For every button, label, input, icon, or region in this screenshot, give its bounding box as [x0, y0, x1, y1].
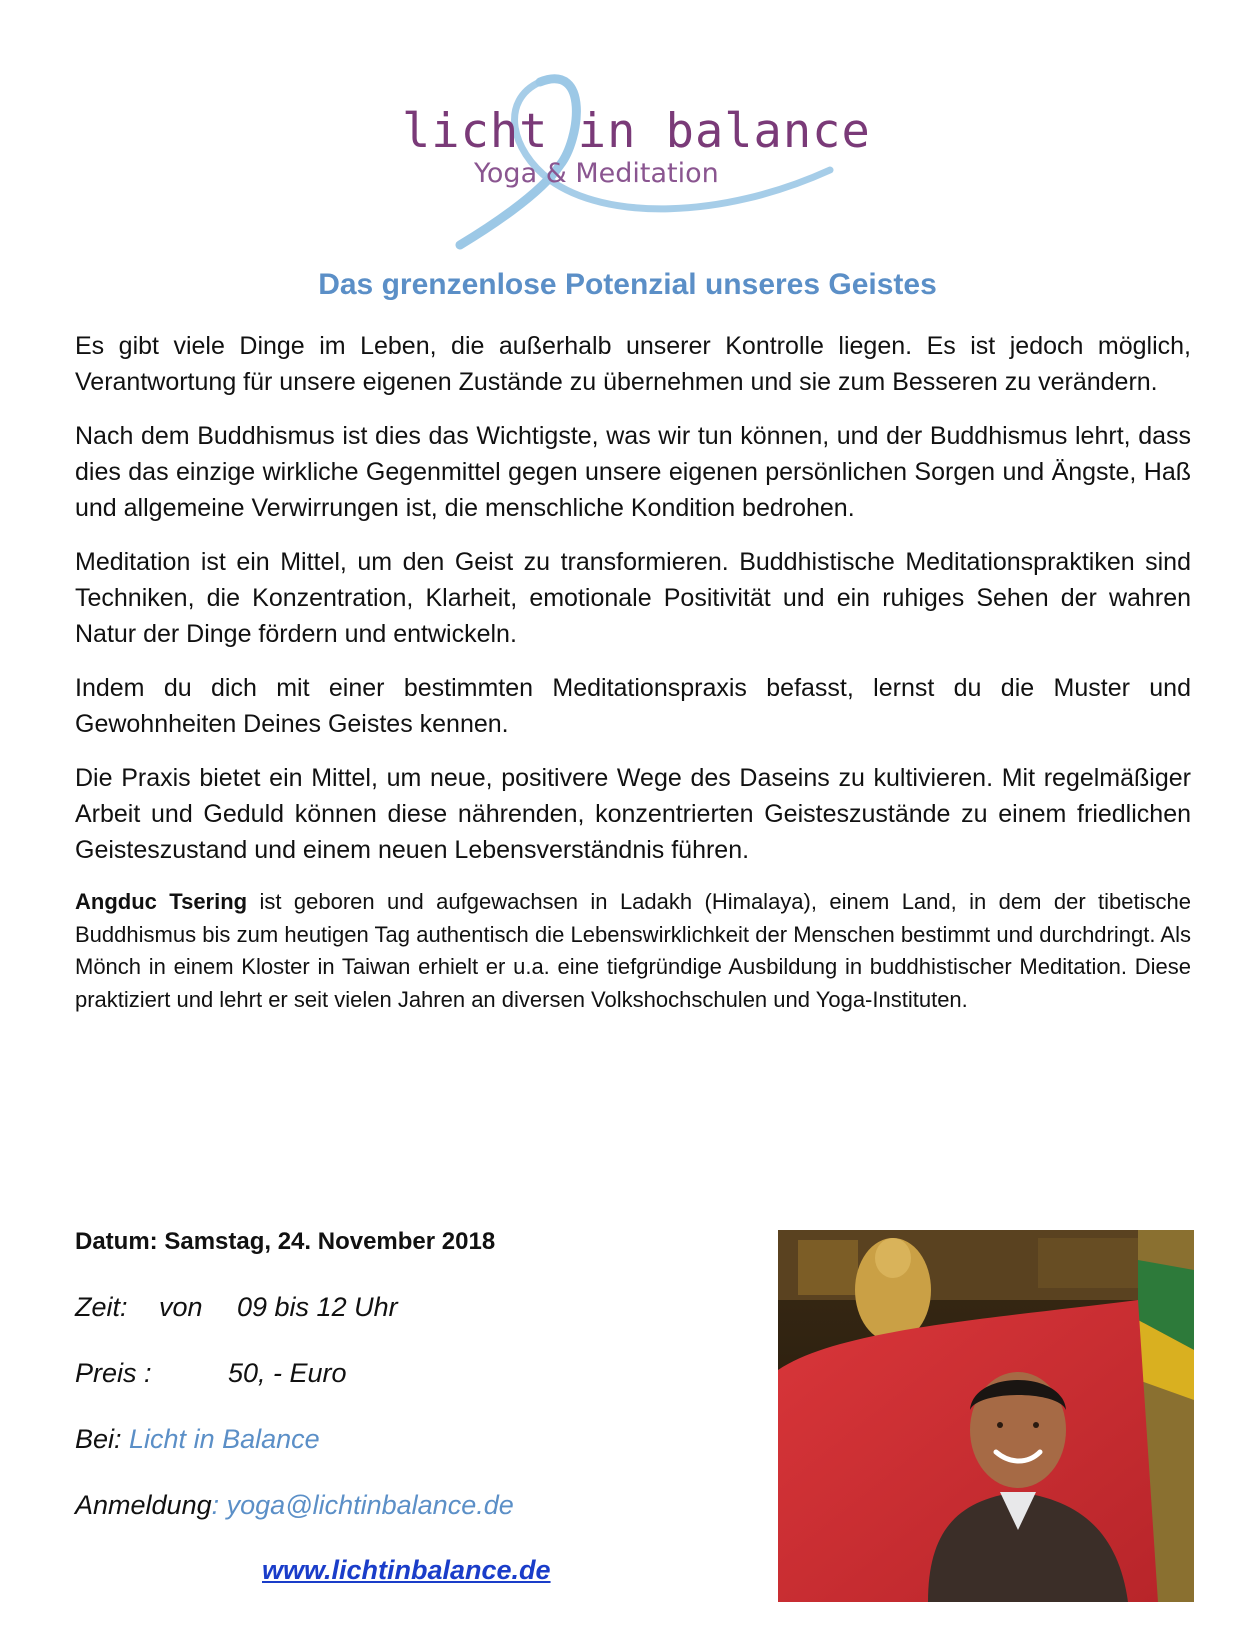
- time-from: von: [159, 1292, 203, 1322]
- paragraph-1: Es gibt viele Dinge im Leben, die außerhalb unserer Kontrolle liegen. Es ist jedoch möglich, Verantwortung für unsere eigenen Zustände zu übernehmen und sie zum Besseren zu verändern.: [75, 332, 1191, 396]
- teacher-bio: [75, 886, 1191, 1016]
- brand-logo: [390, 70, 880, 250]
- price-label: Preis :: [75, 1358, 152, 1388]
- article-body: [75, 328, 1191, 1016]
- paragraph-2: Nach dem Buddhismus ist dies das Wichtigste, was wir tun können, und der Buddhismus lehrt, dass dies das einzige wirkliche Gegenmittel gegen unsere eigenen persönlichen Sorgen und Ängste, Haß und allgemeine Verwirrungen ist, die menschliche Kondition bedrohen.: [75, 422, 1191, 522]
- event-registration: [75, 1490, 514, 1521]
- logo-tagline: Yoga & Meditation: [474, 158, 719, 189]
- event-venue: [75, 1424, 320, 1455]
- time-label: Zeit:: [75, 1292, 128, 1322]
- logo-wordmark: licht in balance: [402, 104, 871, 159]
- registration-colon: :: [211, 1490, 220, 1520]
- venue-name: Licht in Balance: [129, 1424, 320, 1454]
- registration-label: Anmeldung: [75, 1490, 212, 1520]
- teacher-photo: [778, 1230, 1194, 1602]
- price-value: 50, - Euro: [228, 1358, 347, 1388]
- paragraph-5: Die Praxis bietet ein Mittel, um neue, positivere Wege des Daseins zu kultivieren. Mit regelmäßiger Arbeit und Geduld können diese nährenden, konzentrierten Geisteszustände zu einem friedlichen Geisteszustand und einem neuen Lebensverständnis führen.: [75, 764, 1191, 864]
- event-date: Datum: Samstag, 24. November 2018: [75, 1228, 496, 1255]
- event-time: [75, 1292, 398, 1323]
- event-price: [75, 1358, 347, 1389]
- paragraph-3: Meditation ist ein Mittel, um den Geist zu transformieren. Buddhistische Meditationspraktiken sind Techniken, die Konzentration, Klarheit, emotionale Positivität und ein ruhiges Sehen der wahren Natur der Dinge fördern und entwickeln.: [75, 548, 1191, 648]
- page-title: Das grenzenlose Potenzial unseres Geistes: [318, 268, 937, 301]
- website-link[interactable]: www.lichtinbalance.de: [262, 1555, 551, 1585]
- paragraph-4: Indem du dich mit einer bestimmten Meditationspraxis befasst, lernst du die Muster und Gewohnheiten Deines Geistes kennen.: [75, 674, 1191, 738]
- time-value: 09 bis 12 Uhr: [237, 1292, 398, 1322]
- registration-email-link[interactable]: yoga@lichtinbalance.de: [226, 1490, 514, 1520]
- teacher-portrait-image: [778, 1230, 1194, 1602]
- venue-label: Bei:: [75, 1424, 130, 1454]
- teacher-bio-text: ist geboren und aufgewachsen in Ladakh (Himalaya), einem Land, in dem der tibetische Buddhismus bis zum heutigen Tag authentisch die Lebenswirklichkeit der Menschen bestimmt und durchdringt. Als Mönch in einem Kloster in Taiwan erhielt er u.a. eine tiefgründige Ausbildung in buddhistischer Meditation. Diese praktiziert und lehrt er seit vielen Jahren an diversen Volkshochschulen und Yoga-Instituten.: [75, 889, 1191, 1012]
- teacher-name: Angduc Tsering: [75, 889, 248, 914]
